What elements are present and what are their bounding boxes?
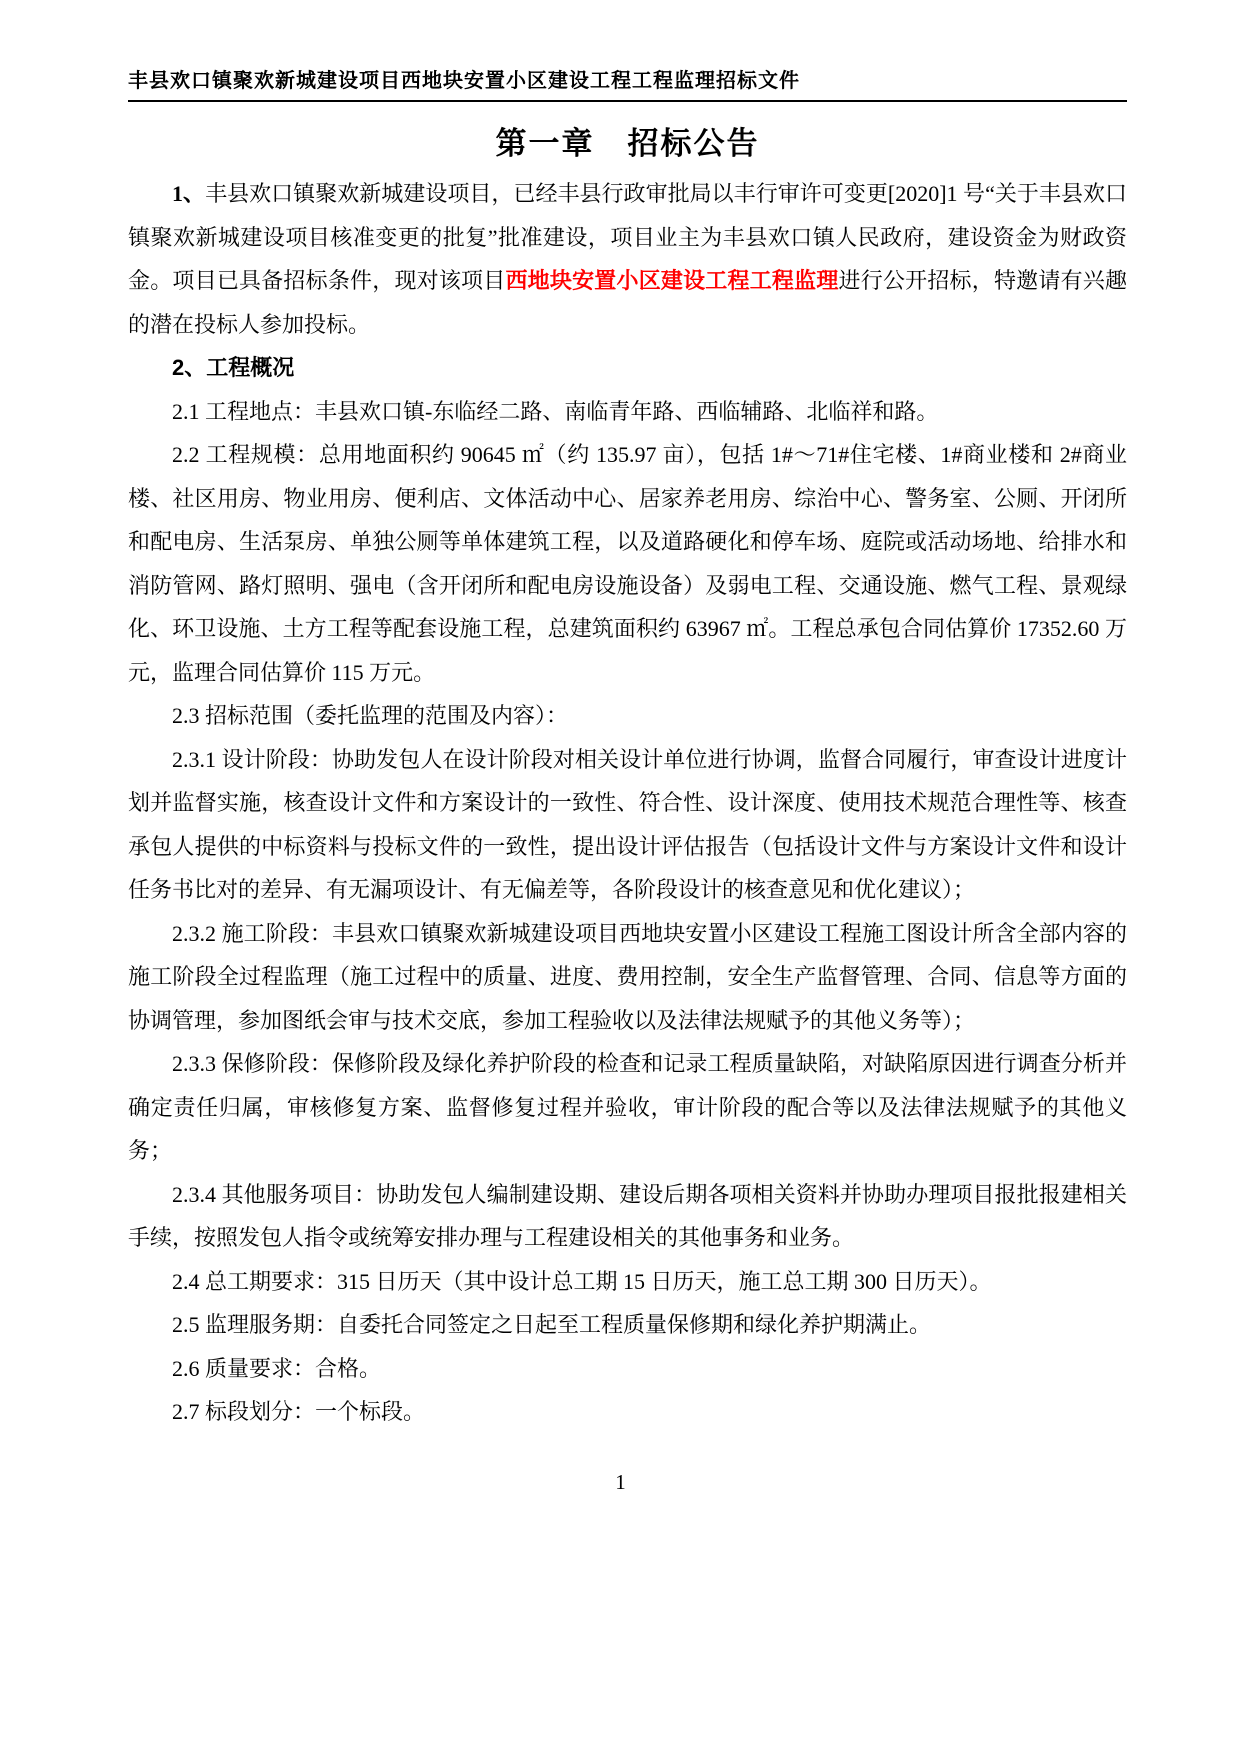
page-number: 1 <box>615 1470 626 1494</box>
document-header <box>128 64 1127 102</box>
document-body <box>128 172 1127 1434</box>
paragraph-total-duration: 2.4 总工期要求：315 日历天（其中设计总工期 15 日历天，施工总工期 300 日历天）。 <box>172 1268 992 1294</box>
paragraph-construction-stage: 2.3.2 施工阶段：丰县欢口镇聚欢新城建设项目西地块安置小区建设工程施工图设计所含全部内容的施工阶段全过程监理（施工过程中的质量、进度、费用控制，安全生产监督管理、合同、信息等方面的协调管理，参加图纸会审与技术交底，参加工程验收以及法律法规赋予的其他义务等）； <box>128 920 1127 1033</box>
paragraph-design-stage: 2.3.1 设计阶段：协助发包人在设计阶段对相关设计单位进行协调，监督合同履行，审查设计进度计划并监督实施，核查设计文件和方案设计的一致性、符合性、设计深度、使用技术规范合理性等、核查承包人提供的中标资料与投标文件的一致性，提出设计评估报告（包括设计文件与方案设计文件和设计任务书比对的差异、有无漏项设计、有无偏差等，各阶段设计的核查意见和优化建议）； <box>128 746 1127 902</box>
document-header-title: 丰县欢口镇聚欢新城建设项目西地块安置小区建设工程工程监理招标文件 <box>128 70 800 92</box>
intro-list-number: 1、 <box>172 181 206 206</box>
paragraph-project-location: 2.1 工程地点：丰县欢口镇-东临经二路、南临青年路、西临辅路、北临祥和路。 <box>172 398 939 424</box>
intro-text-before: 丰县欢口镇聚欢新城建设项目，已经丰县行政审批局以丰行审许可变更[2020]1 号“关于丰县欢口镇聚欢新城建设项目核准变更的批复”批准建设，项目业主为丰县欢口镇人民政府，建设资金为财政资金。项目已具备招标条件，现对该项目 <box>128 181 1127 293</box>
paragraph-warranty-stage: 2.3.3 保修阶段：保修阶段及绿化养护阶段的检查和记录工程质量缺陷，对缺陷原因进行调查分析并确定责任归属，审核修复方案、监督修复过程并验收，审计阶段的配合等以及法律法规赋予的其他义务； <box>128 1051 1127 1163</box>
paragraph-intro <box>128 172 1127 346</box>
paragraph-project-scale: 2.2 工程规模：总用地面积约 90645 ㎡（约 135.97 亩），包括 1#～71#住宅楼、1#商业楼和 2#商业楼、社区用房、物业用房、便利店、文体活动中心、居家养老用房、综治中心、警务室、公厕、开闭所和配电房、生活泵房、单独公厕等单体建筑工程，以及道路硬化和停车场、庭院或活动场地、给排水和消防管网、路灯照明、强电（含开闭所和配电房设施设备）及弱电工程、交通设施、燃气工程、景观绿化、环卫设施、土方工程等配套设施工程，总建筑面积约 63967 ㎡。工程总承包合同估算价 17352.60 万元，监理合同估算价 115 万元。 <box>128 442 1127 685</box>
paragraph-quality-requirement: 2.6 质量要求：合格。 <box>172 1355 382 1381</box>
project-name-highlight: 西地块安置小区建设工程工程监理 <box>505 268 839 293</box>
section-heading-project-overview: 2、工程概况 <box>172 355 295 380</box>
intro-text-after: 进行公开招标，特邀请有兴趣的潜在投标人参加投标。 <box>128 268 1127 337</box>
paragraph-bid-sections: 2.7 标段划分：一个标段。 <box>172 1399 426 1424</box>
paragraph-bid-scope: 2.3 招标范围（委托监理的范围及内容）： <box>172 703 569 728</box>
paragraph-supervision-period: 2.5 监理服务期：自委托合同签定之日起至工程质量保修期和绿化养护期满止。 <box>172 1312 932 1337</box>
chapter-title: 第一章 招标公告 <box>495 126 760 161</box>
paragraph-other-services: 2.3.4 其他服务项目：协助发包人编制建设期、建设后期各项相关资料并协助办理项目报批报建相关手续，按照发包人指令或统筹安排办理与工程建设相关的其他事务和业务。 <box>128 1181 1127 1250</box>
